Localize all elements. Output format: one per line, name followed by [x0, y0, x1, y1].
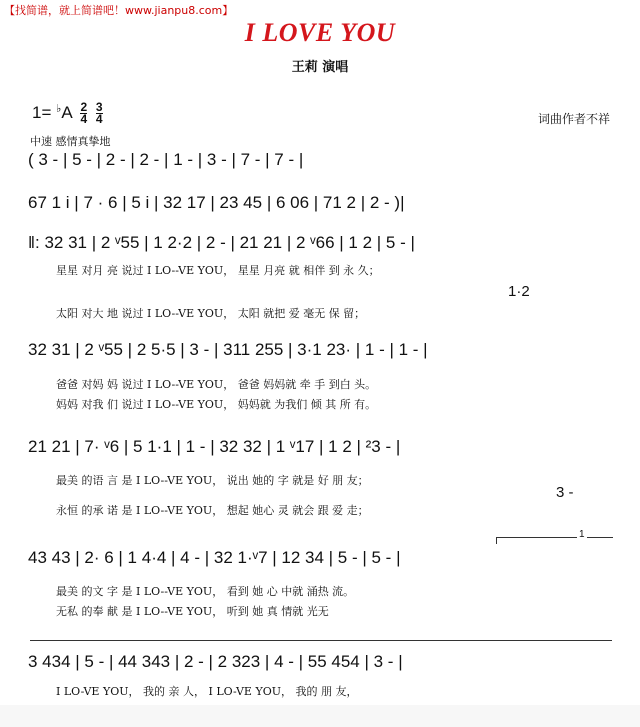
verse-line-1-alt-notes: 1·2 — [508, 283, 530, 300]
intro-line-2: 67 1 i | 7 · 6 | 5 i | 32 17 | 23 45 | 6 06 | 71 2 | 2 - )| — [28, 193, 405, 212]
ending-line-notes: 3 434 | 5 - | 44 343 | 2 - | 2 323 | 4 - | 55 454 | 3 - | — [28, 652, 403, 671]
composer-credit: 词曲作者不祥 — [537, 112, 610, 126]
key-signature — [32, 102, 103, 125]
song-title: I LOVE YOU — [244, 18, 396, 47]
flat-icon: ♭ — [56, 103, 62, 115]
site-watermark: 【找简谱，就上简谱吧！www.jianpu8.com】 — [4, 4, 234, 17]
chorus-line-1-notes: 21 21 | 7· ᵛ6 | 5 1·1 | 1 - | 32 32 | 1 ᵛ17 | 1 2 | ²3 - | — [28, 437, 401, 456]
verse-line-1-notes: ‖: 32 31 | 2 ᵛ55 | 1 2·2 | 2 - | 21 21 | 2 ᵛ66 | 1 2 | 5 - | — [28, 233, 415, 252]
tempo-marking: 中速 感情真挚地 — [30, 135, 111, 148]
first-ending-bracket: 1 — [496, 537, 613, 544]
verse-line-2-notes: 32 31 | 2 ᵛ55 | 2 5·5 | 3 - | 311 255 | 3·1 23· | 1 - | 1 - | — [28, 340, 428, 359]
key-prefix: 1= — [32, 102, 52, 122]
bottom-band — [0, 705, 640, 727]
verse-line-2-lyrics-b: 妈妈 对我 们 说过 I LO--VE YOU， 妈妈就 为我们 倾 其 所 有。 — [56, 398, 377, 411]
key-note: A — [61, 102, 72, 122]
time-signature-3-4: $\frac{3}{4}$ — [95, 100, 103, 126]
verse-line-1-lyrics-a: 星星 对月 亮 说过 I LO--VE YOU， 星星 月亮 就 相伴 到 永 久； — [56, 264, 380, 277]
intro-line-1: ( 3 - | 5 - | 2 - | 2 - | 1 - | 3 - | 7 - | 7 - | — [28, 150, 304, 169]
chorus-line-2-notes: 43 43 | 2· 6 | 1 4·4 | 4 - | 32 1·ᵛ7 | 12 34 | 5 - | 5 - | — [28, 548, 401, 567]
staff-divider — [30, 640, 612, 641]
verse-line-2-lyrics-a: 爸爸 对妈 妈 说过 I LO--VE YOU， 爸爸 妈妈就 牵 手 到白 头。 — [56, 378, 377, 391]
verse-line-1-lyrics-b: 太阳 对大 地 说过 I LO--VE YOU， 太阳 就把 爱 毫无 保 留； — [56, 307, 366, 320]
chorus-line-1-lyrics-b: 永恒 的承 诺 是 I LO--VE YOU， 想起 她心 灵 就会 跟 爱 走； — [56, 504, 369, 517]
chorus-line-2-lyrics-a: 最美 的文 字 是 I LO--VE YOU， 看到 她 心 中就 涌热 流。 — [56, 585, 355, 598]
singer-credit: 王莉 演唱 — [291, 60, 349, 75]
chorus-line-1-alt-notes: 3 - — [556, 484, 574, 501]
ending-line-lyrics: I LO-VE YOU， 我的 亲 人， I LO-VE YOU， 我的 朋 友， — [56, 685, 358, 698]
chorus-line-1-lyrics-a: 最美 的语 言 是 I LO--VE YOU， 说出 她的 字 就是 好 朋 友； — [56, 474, 369, 487]
chorus-line-2-lyrics-b: 无私 的奉 献 是 I LO--VE YOU， 听到 她 真 情就 光无 — [56, 605, 329, 618]
time-signature-2-4: $\frac{2}{4}$ — [80, 100, 88, 126]
